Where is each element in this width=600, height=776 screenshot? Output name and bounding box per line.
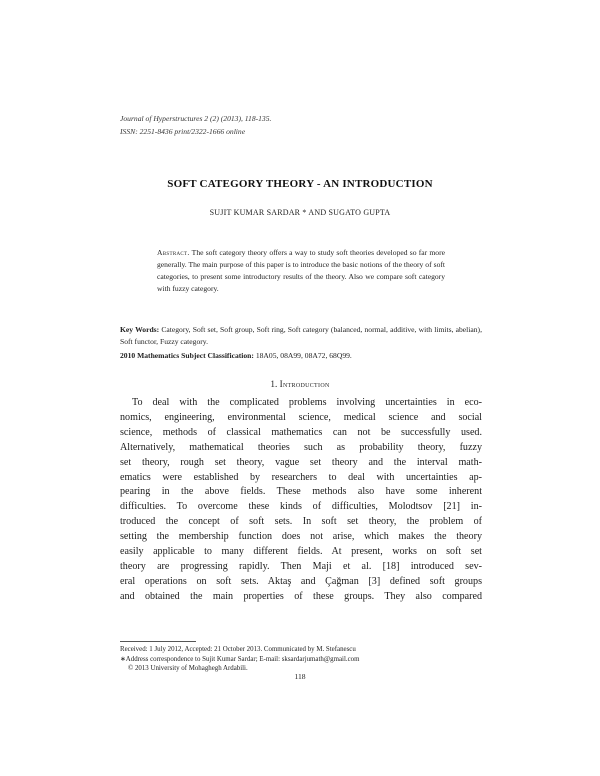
body-line: difficulties. To overcome these kinds of difficulties, Molodtsov [21] in- (120, 501, 482, 513)
body-line: theory are progressing rapidly. Then Maji et al. [18] introduced sev- (120, 560, 482, 572)
msc-label: 2010 Mathematics Subject Classification: (120, 351, 254, 360)
journal-info (120, 112, 500, 138)
body-line: Alternatively, mathematical theories such as probability theory, fuzzy (120, 441, 482, 453)
body-line: troduced the concept of soft sets. In soft set theory, the problem of (120, 516, 482, 528)
page-number: 118 (294, 672, 306, 681)
keywords-text: Category, Soft set, Soft group, Soft ring, Soft category (balanced, normal, additive, with limits, abelian), Soft functor, Fuzzy category. (120, 325, 482, 347)
body-line: easily applicable to many different fields. At present, works on soft set (120, 546, 482, 558)
keywords (120, 324, 482, 349)
footnote-correspondence: ∗Address correspondence to Sujit Kumar Sardar; E-mail: sksardarjumath@gmail.com (120, 655, 360, 663)
footnote-received: Received: 1 July 2012, Accepted: 21 October 2013. Communicated by M. Stefanescu (120, 646, 356, 653)
journal-citation: Journal of Hyperstructures 2 (2) (2013), 118-135. (120, 114, 272, 123)
body-line: To deal with the complicated problems involving uncertainties in eco- (132, 397, 482, 408)
footnote-copyright: © 2013 University of Mohaghegh Ardabili. (128, 665, 248, 673)
body-line: eral operations on soft sets. Aktaş and Çağman [3] defined soft groups (120, 575, 482, 587)
footnotes (120, 645, 482, 674)
introduction-body (120, 396, 482, 605)
body-line: pearing in the above fields. These methods also have some inherent (120, 486, 482, 498)
msc-text: 18A05, 08A99, 08A72, 68Q99. (253, 351, 352, 360)
subject-classification (120, 350, 482, 362)
body-line: setting the membership function does not arise, which makes the theory (120, 531, 482, 543)
journal-issn: ISSN: 2251-8436 print/2322-1666 online (120, 127, 246, 136)
paper-title: SOFT CATEGORY THEORY - AN INTRODUCTION (167, 178, 433, 190)
footnote-divider (120, 641, 196, 642)
abstract-label: Abstract. (157, 248, 190, 257)
abstract-text: The soft category theory offers a way to study soft theories developed so far more generally. The main purpose of this paper is to introduce the basic notions of the theory of soft categories, to present some introductory results of the theory. Also we compare soft category with fuzzy category. (157, 248, 445, 294)
section-title: Introduction (279, 379, 330, 389)
keywords-label: Key Words: (120, 325, 160, 334)
body-line: nomics, engineering, environmental science, medical science and social (120, 411, 482, 423)
abstract (157, 247, 445, 295)
section-number: 1. (270, 379, 278, 389)
section-heading (0, 379, 600, 389)
body-line: science, methods of classical mathematics can not be successfully used. (120, 426, 482, 438)
body-line: set theory, rough set theory, vague set theory and the interval math- (120, 456, 482, 468)
body-line: and obtained the main properties of these groups. They also compared (120, 590, 482, 602)
paper-authors: SUJIT KUMAR SARDAR * AND SUGATO GUPTA (209, 208, 391, 217)
body-line: ematics were established by researchers to deal with uncertainties ap- (120, 471, 482, 483)
